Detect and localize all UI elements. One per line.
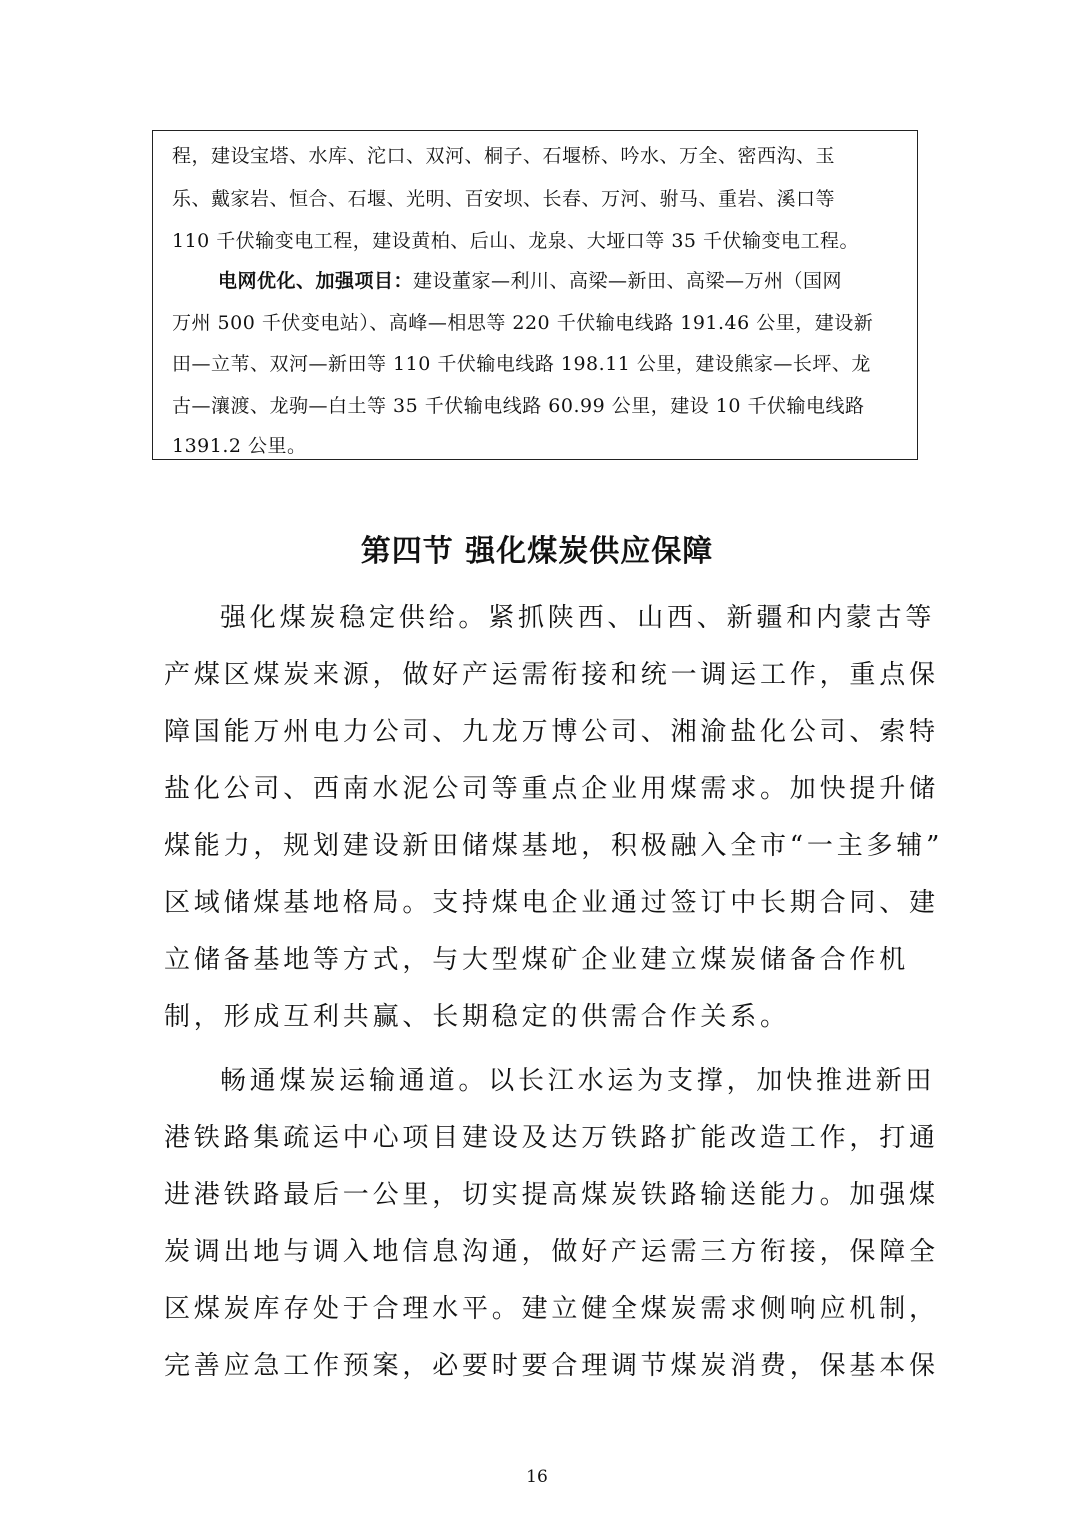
paragraph-line: 完善应急工作预案，必要时要合理调节煤炭消费，保基本保 <box>164 1351 939 1381</box>
grid-project-label: 电网优化、加强项目： <box>218 270 414 292</box>
paragraph-line: 立储备基地等方式，与大型煤矿企业建立煤炭储备合作机 <box>164 945 910 975</box>
paragraph-line: 港铁路集疏运中心项目建设及达万铁路扩能改造工作，打通 <box>164 1123 939 1153</box>
paragraph-line: 强化煤炭稳定供给。紧抓陕西、山西、新疆和内蒙古等 <box>220 603 936 633</box>
box-text-line: 古—瀼渡、龙驹—白土等 35 千伏输电线路 60.99 公里，建设 10 千伏输电线路 <box>172 395 865 417</box>
box-text-line: 110 千伏输变电工程，建设黄柏、后山、龙泉、大垭口等 35 千伏输变电工程。 <box>172 230 860 252</box>
box-text-line: 万州 500 千伏变电站）、高峰—相思等 220 千伏输电线路 191.46 公里，建设新 <box>172 312 874 334</box>
box-text-line: 田—立苇、双河—新田等 110 千伏输电线路 198.11 公里，建设熊家—长坪、龙 <box>172 353 871 375</box>
paragraph-line: 炭调出地与调入地信息沟通，做好产运需三方衔接，保障全 <box>164 1237 939 1267</box>
box-text-line: 程，建设宝塔、水库、沱口、双河、桐子、石堰桥、吟水、万全、密西沟、玉 <box>172 145 836 167</box>
paragraph-line: 畅通煤炭运输通道。以长江水运为支撑，加快推进新田 <box>220 1066 936 1096</box>
paragraph-line: 煤能力，规划建设新田储煤基地，积极融入全市“一主多辅” <box>164 831 944 861</box>
paragraph-line: 制，形成互利共赢、长期稳定的供需合作关系。 <box>164 1002 790 1032</box>
paragraph-line: 区煤炭库存处于合理水平。建立健全煤炭需求侧响应机制， <box>164 1294 939 1324</box>
paragraph-line: 障国能万州电力公司、九龙万博公司、湘渝盐化公司、索特 <box>164 717 939 747</box>
box-text-line: 1391.2 公里。 <box>172 435 307 457</box>
page-number: 16 <box>526 1467 548 1487</box>
paragraph-line: 盐化公司、西南水泥公司等重点企业用煤需求。加快提升储 <box>164 774 939 804</box>
section-heading: 第四节 强化煤炭供应保障 <box>360 534 714 569</box>
paragraph-line: 进港铁路最后一公里，切实提高煤炭铁路输送能力。加强煤 <box>164 1180 939 1210</box>
grid-project-text: 建设董家—利川、高梁—新田、高梁—万州（国网 <box>413 270 843 292</box>
paragraph-line: 区域储煤基地格局。支持煤电企业通过签订中长期合同、建 <box>164 888 939 918</box>
box-text-line: 乐、戴家岩、恒合、石堰、光明、百安坝、长春、万河、驸马、重岩、溪口等 <box>172 188 836 210</box>
grid-project-line <box>218 269 842 293</box>
paragraph-line: 产煤区煤炭来源，做好产运需衔接和统一调运工作，重点保 <box>164 660 939 690</box>
